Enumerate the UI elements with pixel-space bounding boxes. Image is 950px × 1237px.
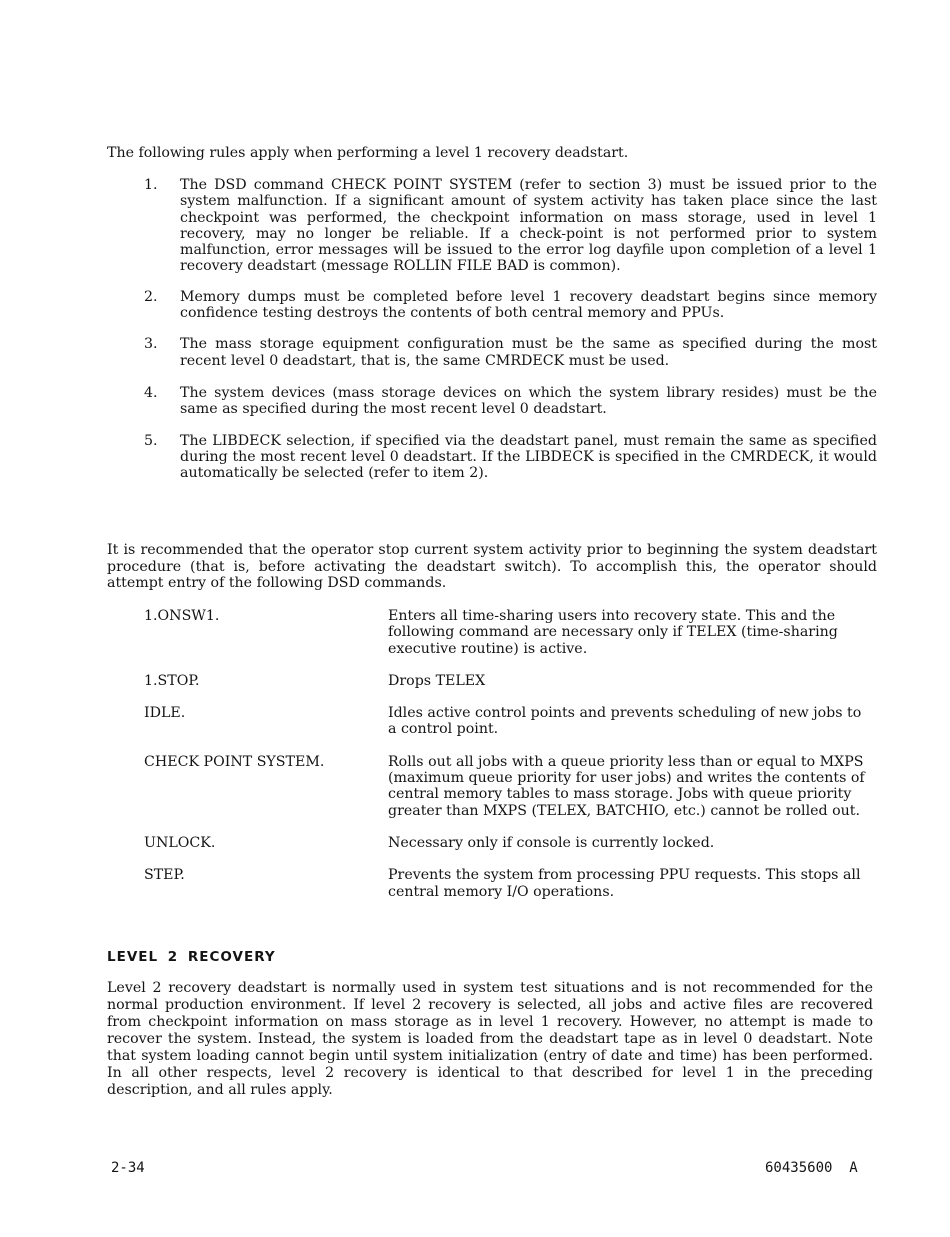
command-name: 1.ONSW1.: [144, 608, 220, 624]
command-description: Idles active control points and prevents scheduling of new jobs to a control point.: [388, 705, 862, 738]
command-row: [144, 754, 879, 819]
command-name: STEP.: [144, 867, 185, 884]
rule-number: 1.: [144, 177, 158, 193]
command-row: [144, 835, 879, 851]
rule-number: 5.: [144, 432, 158, 449]
page-number: 2-34: [111, 1160, 145, 1176]
rule-item: [107, 433, 882, 482]
section-heading: LEVEL 2 RECOVERY: [107, 949, 276, 965]
level2-paragraph: Level 2 recovery deadstart is normally used in system test situations and is not recommended for the normal production environment. If level 2 recovery is selected, all jobs and active files are recovered from checkpoint information on mass storage as in level 1 recovery. However, no attempt is made to recover the system. Instead, the system is loaded from the deadstart tape as in level 0 deadstart. Note that system loading cannot begin until system initialization (entry of date and time) has been performed. In all other respects, level 2 recovery is identical to that described for level 1 in the preceding description, and all rules apply.: [107, 980, 873, 1098]
command-description: Prevents the system from processing PPU requests. This stops all central memory I/O operations.: [388, 867, 861, 900]
command-row: [144, 673, 879, 689]
command-name: UNLOCK.: [144, 834, 216, 851]
rule-number: 4.: [144, 384, 158, 401]
dsd-command-list: [144, 608, 879, 900]
rule-text: The mass storage equipment configuration must be the same as specified during the most recent level 0 deadstart, that is, the same CMRDECK must be used.: [180, 336, 877, 369]
intro-paragraph: The following rules apply when performing a level 1 recovery deadstart.: [107, 145, 629, 161]
recommend-paragraph: It is recommended that the operator stop current system activity prior to beginning the system deadstart procedure (that is, before activating the deadstart switch). To accomplish this, the operator should attempt entry of the following DSD commands.: [107, 542, 877, 591]
rule-text: The system devices (mass storage devices on which the system library resides) must be the same as specified during the most recent level 0 deadstart.: [180, 384, 877, 418]
command-name: 1.STOP.: [144, 672, 200, 689]
command-row: [144, 705, 879, 738]
rule-text: The DSD command CHECK POINT SYSTEM (refer to section 3) must be issued prior to the system malfunction. If a significant amount of system activity has taken place since the last checkpoint was performed, the checkpoint information on mass storage, used in level 1 recovery, may no longer be reliable. If a check-point is not performed prior to system malfunction, error messages will be issued to the error log dayfile upon completion of a level 1 recovery deadstart (message ROLLIN FILE BAD is common).: [180, 177, 877, 275]
document-number: 60435600 A: [765, 1160, 858, 1176]
command-name: IDLE.: [144, 705, 186, 722]
command-description: Enters all time-sharing users into recovery state. This and the following command are necessary only if TELEX (time-sharing executive routine) is active.: [388, 608, 838, 657]
rule-text: The LIBDECK selection, if specified via the deadstart panel, must remain the same as specified during the most recent level 0 deadstart. If the LIBDECK is specified in the CMRDECK, it would automatically be selected (refer to item 2).: [180, 432, 877, 482]
rule-item: [107, 177, 882, 275]
rule-item: [107, 289, 882, 322]
command-description: Drops TELEX: [388, 672, 486, 689]
rules-list: [107, 177, 882, 481]
command-description: Rolls out all jobs with a queue priority less than or equal to MXPS (maximum queue priority for user jobs) and writes the contents of central memory tables to mass storage. Jobs with queue priority greater than MXPS (TELEX, BATCHIO, etc.) cannot be rolled out.: [388, 753, 865, 819]
rule-item: [107, 336, 882, 369]
command-row: [144, 608, 879, 657]
rule-item: [107, 385, 882, 418]
rule-number: 2.: [144, 288, 158, 305]
command-description: Necessary only if console is currently locked.: [388, 834, 715, 851]
command-row: [144, 867, 879, 900]
rule-text: Memory dumps must be completed before level 1 recovery deadstart begins since memory confidence testing destroys the contents of both central memory and PPUs.: [180, 288, 877, 322]
command-name: CHECK POINT SYSTEM.: [144, 753, 325, 770]
rule-number: 3.: [144, 336, 158, 353]
